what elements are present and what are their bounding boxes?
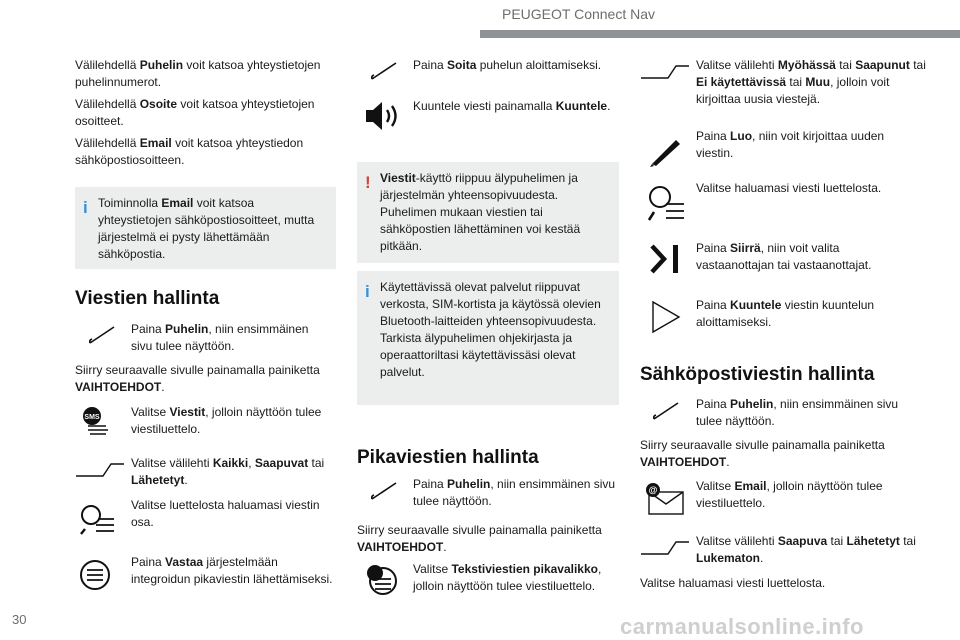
step-press-puhelin-3: Paina Puhelin, niin ensimmäinen sivu tulee näyttöön. bbox=[696, 397, 899, 428]
step-select-message-from-list: Valitse haluamasi viesti luettelosta. bbox=[696, 181, 882, 195]
svg-text:SMS: SMS bbox=[84, 414, 100, 421]
quick-message-icon bbox=[364, 563, 402, 597]
info-icon: i bbox=[83, 198, 88, 217]
header-bar bbox=[480, 30, 960, 38]
tab-icon bbox=[75, 462, 125, 478]
tab-icon bbox=[640, 64, 690, 80]
step-press-puhelin-2: Paina Puhelin, niin ensimmäinen sivu tulee näyttöön. bbox=[413, 477, 616, 508]
heading-viestien-hallinta: Viestien hallinta bbox=[75, 288, 220, 309]
step-select-tab-saapuva: Valitse välilehti Saapuva tai Lähetetyt tai Lukematon. bbox=[696, 534, 916, 565]
step-press-luo: Paina Luo, niin voit kirjoittaa uuden viestin. bbox=[696, 129, 885, 160]
phone-handset-icon bbox=[370, 60, 400, 82]
heading-sahkopostiviestin-hallinta: Sähköpostiviestin hallinta bbox=[640, 364, 875, 385]
text-email-tab: Välilehdellä Email voit katsoa yhteystiedon sähköpostiosoitteen. bbox=[75, 136, 304, 167]
speaker-icon bbox=[364, 100, 402, 132]
info-note-email bbox=[75, 187, 336, 269]
warning-icon: ! bbox=[365, 173, 371, 192]
step-select-tab: Valitse välilehti Kaikki, Saapuvat tai Lähetetyt. bbox=[131, 456, 325, 487]
phone-handset-icon bbox=[88, 324, 118, 346]
step-select-message-part: Valitse luettelosta haluamasi viestin osa. bbox=[131, 498, 320, 529]
text-osoite-tab: Välilehdellä Osoite voit katsoa yhteystietojen osoitteet. bbox=[75, 97, 315, 128]
step-press-puhelin: Paina Puhelin, niin ensimmäinen sivu tulee näyttöön. bbox=[131, 322, 309, 353]
step-press-siirra: Paina Siirrä, niin voit valita vastaanottajan tai vastaanottajat. bbox=[696, 241, 872, 272]
sms-bubble-icon bbox=[80, 404, 116, 436]
warning-note-text: Viestit-käyttö riippuu älypuhelimen ja järjestelmän yhteensopivuudesta. Puhelimen mukaan viestien tai sähköpostien lähettäminen voi kestää pitkään. bbox=[380, 171, 581, 253]
step-press-vastaa: Paina Vastaa järjestelmään integroidun pikaviestin lähettämiseksi. bbox=[131, 555, 333, 586]
step-select-tab-myohassa: Valitse välilehti Myöhässä tai Saapunut tai Ei käytettävissä tai Muu, jolloin voit kirjoittaa uusia viestejä. bbox=[696, 58, 926, 106]
tab-icon bbox=[640, 540, 690, 556]
svg-text:@: @ bbox=[648, 485, 658, 495]
pen-icon bbox=[648, 134, 684, 168]
step-press-kuuntele: Paina Kuuntele viestin kuuntelun aloittamiseksi. bbox=[696, 298, 875, 329]
text-select-email-from-list: Valitse haluamasi viesti luettelosta. bbox=[640, 576, 826, 590]
step-select-quick-menu: Valitse Tekstiviestien pikavalikko, jolloin näyttöön tulee viestiluettelo. bbox=[413, 562, 602, 593]
info-icon: i bbox=[365, 282, 370, 301]
header-title: PEUGEOT Connect Nav bbox=[502, 6, 656, 22]
step-press-soita: Paina Soita puhelun aloittamiseksi. bbox=[413, 58, 602, 72]
play-icon bbox=[651, 300, 681, 334]
phone-handset-icon bbox=[370, 480, 400, 502]
quick-message-icon bbox=[78, 559, 114, 593]
step-listen-message: Kuuntele viesti painamalla Kuuntele. bbox=[413, 99, 611, 113]
text-next-page-options-3: Siirry seuraavalle sivulle painamalla painiketta VAIHTOEHDOT. bbox=[640, 438, 885, 469]
step-select-viestit: Valitse Viestit, jolloin näyttöön tulee viestiluettelo. bbox=[131, 405, 322, 436]
info-note-services bbox=[357, 271, 619, 405]
watermark: carmanualsonline.info bbox=[620, 614, 864, 639]
list-search-icon bbox=[646, 184, 686, 224]
info-note-services-text: Käytettävissä olevat palvelut riippuvat verkosta, SIM-kortista ja käytössä olevien Bluetooth-laitteiden yhteensopivuudesta. Tarkista älypuhelimen ohjekirjasta ja operaattoriltasi käytettävissäsi olevat palvelut. bbox=[380, 280, 601, 379]
text-puhelin-tab: Välilehdellä Puhelin voit katsoa yhteystietojen puhelinnumerot. bbox=[75, 58, 321, 89]
text-next-page-options-2: Siirry seuraavalle sivulle painamalla painiketta VAIHTOEHDOT. bbox=[357, 523, 602, 554]
warning-note-messages bbox=[357, 162, 619, 263]
step-select-email: Valitse Email, jolloin näyttöön tulee viestiluettelo. bbox=[696, 479, 883, 510]
page-number: 30 bbox=[12, 612, 27, 627]
list-search-icon bbox=[78, 503, 118, 537]
phone-handset-icon bbox=[652, 400, 682, 422]
email-envelope-icon bbox=[645, 482, 687, 516]
heading-pikaviestien-hallinta: Pikaviestien hallinta bbox=[357, 447, 539, 468]
text-next-page-options: Siirry seuraavalle sivulle painamalla painiketta VAIHTOEHDOT. bbox=[75, 363, 320, 394]
forward-icon bbox=[648, 242, 682, 276]
info-note-text: Toiminnolla Email voit katsoa yhteystietojen sähköpostiosoitteet, mutta järjestelmä ei pysty lähettämään sähköpostia. bbox=[98, 196, 315, 261]
